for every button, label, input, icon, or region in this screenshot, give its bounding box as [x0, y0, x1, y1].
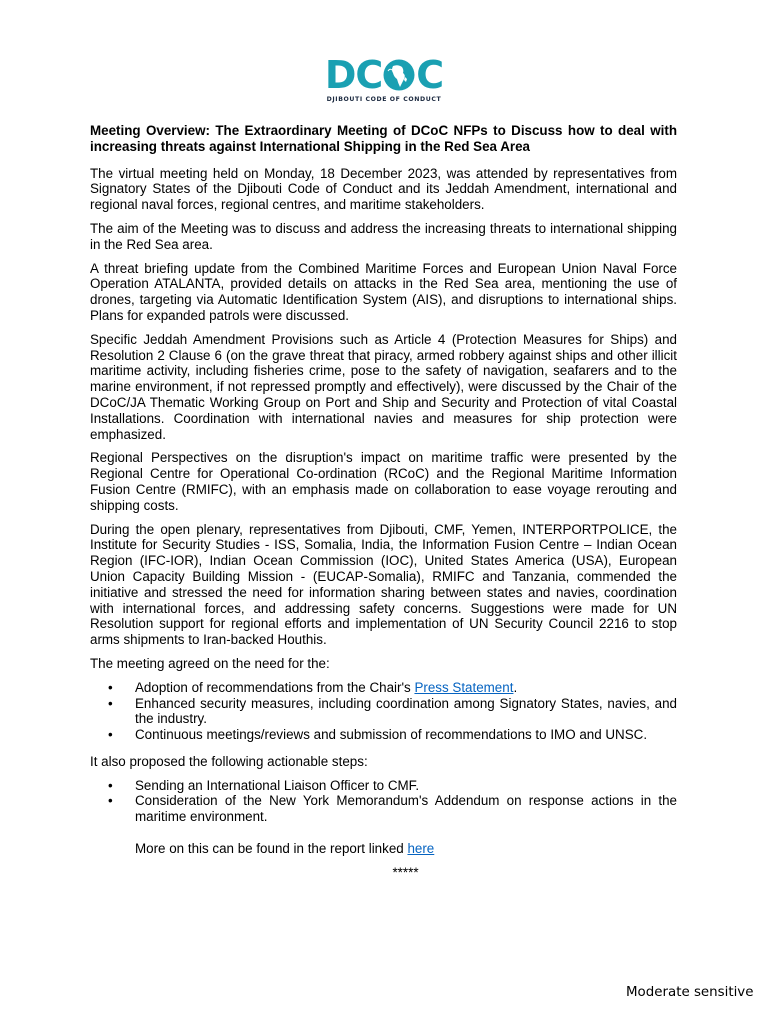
classification-label: Moderate sensitive: [626, 985, 754, 1000]
separator: *****: [392, 864, 419, 880]
paragraph: The virtual meeting held on Monday, 18 December 2023, was attended by representatives from Signatory States of the Djibouti Code of Conduct and its Jeddah Amendment, international and regional naval forces, regional centres, and maritime stakeholders.: [90, 165, 677, 213]
paragraph: Regional Perspectives on the disruption's impact on maritime traffic were presented by the Regional Centre for Operational Co-ordination (RCoC) and the Regional Maritime Information Fusion Centre (RMIFC), with an emphasis made on collaboration to ease voyage rerouting and shipping costs.: [90, 450, 677, 513]
globe-africa-icon: [382, 58, 416, 92]
list-item: • Sending an International Liaison Officer to CMF.: [135, 778, 677, 794]
paragraph: During the open plenary, representatives from Djibouti, CMF, Yemen, INTERPORTPOLICE, the Institute for Security Studies - ISS, Somalia, India, the Information Fusion Centre – Indian Ocean Region (IFC-IOR), Indian Ocean Commission (IOC), United States America (USA), European Union Capacity Building Mission - (EUCAP-Somalia), RMIFC and Tanzania, commended the initiative and stressed the need for information sharing between states and navies, coordination with international forces, and addressing safety concerns. Suggestions were made for UN Resolution support for regional efforts and implementation of UN Security Council 2216 to stop arms shipments to Iran-backed Houthis.: [90, 521, 677, 648]
dcoc-logo: [318, 53, 450, 103]
list-item: • Continuous meetings/reviews and submission of recommendations to IMO and UNSC.: [135, 727, 677, 743]
agreed-list: [90, 680, 677, 743]
list-item: • Enhanced security measures, including coordination among Signatory States, navies, and the industry.: [135, 696, 677, 728]
logo-subtitle: DJIBOUTI CODE OF CONDUCT: [326, 96, 442, 103]
report-link[interactable]: here: [407, 841, 435, 857]
list-item: • Consideration of the New York Memorandum's Addendum on response actions in the maritime environment.: [135, 793, 677, 825]
agreed-intro: The meeting agreed on the need for the:: [90, 655, 330, 671]
list-item: • Adoption of recommendations from the Chair's Press Statement.: [135, 680, 677, 696]
paragraph: The aim of the Meeting was to discuss and address the increasing threats to international shipping in the Red Sea area.: [90, 220, 677, 252]
steps-intro: It also proposed the following actionable steps:: [90, 753, 368, 769]
logo-wordmark: [318, 53, 450, 97]
paragraph: Specific Jeddah Amendment Provisions such as Article 4 (Protection Measures for Ships) and Resolution 2 Clause 6 (on the grave threat that piracy, armed robbery against ships and other illicit maritime activity, including fisheries crime, pose to the safety of navigation, seafarers and to the marine environment, if not repressed promptly and effectively), were discussed by the Chair of the DCoC/JA Thematic Working Group on Port and Ship and Security and Protection of vital Coastal Installations. Coordination with international navies and measures for ship protection were emphasized.: [90, 331, 677, 442]
document-title: Meeting Overview: The Extraordinary Meeting of DCoC NFPs to Discuss how to deal with increasing threats against International Shipping in the Red Sea Area: [90, 123, 677, 154]
logo-text-left: DC: [324, 53, 383, 97]
press-statement-link[interactable]: Press Statement: [414, 679, 514, 695]
document-body: [90, 123, 677, 881]
more-info: More on this can be found in the report linked here: [135, 841, 435, 857]
logo-text-right: C: [416, 53, 444, 97]
paragraph: A threat briefing update from the Combined Maritime Forces and European Union Naval Force Operation ATALANTA, provided details on attacks in the Red Sea area, mentioning the use of drones, targeting via Automatic Identification System (AIS), and disruptions to international ships. Plans for expanded patrols were discussed.: [90, 260, 677, 323]
steps-list: [90, 778, 677, 825]
